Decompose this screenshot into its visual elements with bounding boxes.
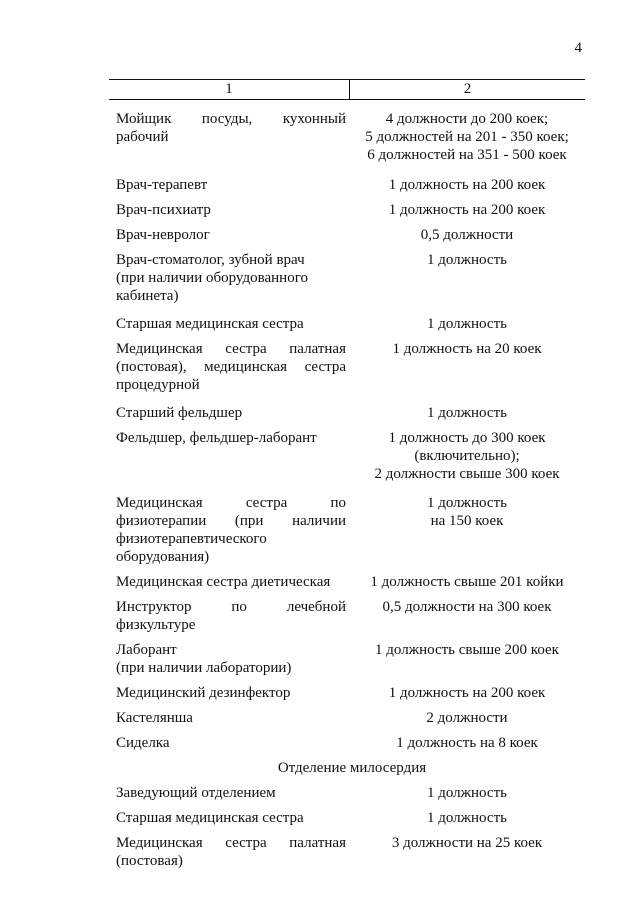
table-row — [116, 784, 588, 802]
position-title-line: Мойщик посуды, кухонный — [116, 111, 346, 127]
staffing-norm-line: 1 должность на 20 коек — [392, 341, 542, 357]
staffing-norm-line: 2 должности свыше 300 коек — [374, 466, 560, 482]
staffing-norm-line: 1 должность до 300 коек — [388, 430, 546, 446]
position-title — [116, 340, 346, 394]
staffing-norm — [346, 598, 588, 634]
position-title — [116, 494, 346, 566]
position-title — [116, 315, 346, 333]
staffing-norm-line: 1 должность на 200 коек — [388, 202, 546, 218]
position-title — [116, 784, 346, 802]
staffing-norm-line: 1 должность на 200 коек — [388, 177, 546, 193]
position-title — [116, 404, 346, 422]
position-title-line: (при наличии лаборатории) — [116, 660, 292, 676]
staffing-norm-line: 5 должностей на 201 - 350 коек; — [365, 129, 569, 145]
position-title-line: оборудования) — [116, 549, 210, 565]
position-title — [116, 429, 346, 483]
table-row — [116, 494, 588, 566]
staffing-norm-line: 1 должность — [427, 495, 507, 511]
staffing-norm-line: 0,5 должности на 300 коек — [382, 599, 552, 615]
table-row — [116, 340, 588, 394]
staffing-norm-line: 1 должность свыше 200 коек — [375, 642, 559, 658]
table-row — [116, 709, 588, 727]
staffing-norm — [346, 201, 588, 219]
position-title-line: Врач-стоматолог, зубной врач — [116, 252, 305, 268]
table-row — [116, 404, 588, 422]
staffing-norm — [346, 251, 588, 305]
staffing-norm-line: 4 должности до 200 коек; — [385, 111, 549, 127]
staffing-norm-line: 1 должность — [427, 252, 507, 268]
position-title — [116, 226, 346, 244]
staffing-norm-line: 1 должность на 200 коек — [388, 685, 546, 701]
staffing-norm — [346, 176, 588, 194]
staffing-norm — [346, 226, 588, 244]
staffing-norm-line: 1 должность — [427, 785, 507, 801]
staffing-norm — [346, 110, 588, 164]
column-header-1: 1 — [225, 81, 233, 97]
table-row — [116, 834, 588, 870]
position-title — [116, 709, 346, 727]
staffing-norm — [346, 809, 588, 827]
staffing-norm-line: 1 должность — [427, 316, 507, 332]
position-title-line: Лаборант — [116, 642, 177, 658]
table-header-bottom-rule — [109, 99, 585, 100]
position-title-line: (постовая) — [116, 853, 183, 869]
position-title — [116, 110, 346, 164]
table-row — [116, 809, 588, 827]
position-title — [116, 251, 346, 305]
staffing-norm — [346, 734, 588, 752]
position-title-line: физиотерапии (при наличии — [116, 513, 346, 529]
position-title — [116, 734, 346, 752]
position-title-line: Старшая медицинская сестра — [116, 316, 304, 332]
staffing-norm-line: 0,5 должности — [420, 227, 514, 243]
staffing-table — [116, 110, 588, 870]
staffing-norm — [346, 709, 588, 727]
staffing-norm — [346, 641, 588, 677]
table-row — [116, 734, 588, 752]
position-title-line: Медицинский дезинфектор — [116, 685, 291, 701]
position-title-line: Старшая медицинская сестра — [116, 810, 304, 826]
position-title-line: Врач-психиатр — [116, 202, 211, 218]
staffing-norm-line: 1 должность — [427, 405, 507, 421]
position-title-line: физиотерапевтического — [116, 531, 267, 547]
staffing-norm — [346, 404, 588, 422]
staffing-norm-line: (включительно); — [414, 448, 520, 464]
staffing-norm — [346, 315, 588, 333]
table-row — [116, 110, 588, 164]
staffing-norm-line: 3 должности на 25 коек — [391, 835, 543, 851]
staffing-norm — [346, 684, 588, 702]
position-title-line: кабинета) — [116, 288, 179, 304]
position-title-line: физкультуре — [116, 617, 196, 633]
position-title — [116, 834, 346, 870]
table-row — [116, 684, 588, 702]
staffing-norm — [346, 340, 588, 394]
position-title-line: Фельдшер, фельдшер-лаборант — [116, 430, 317, 446]
staffing-norm — [346, 573, 588, 591]
table-row — [116, 573, 588, 591]
staffing-norm-line: 1 должность на 8 коек — [396, 735, 538, 751]
position-title-line: Инструктор по лечебной — [116, 599, 346, 615]
position-title — [116, 684, 346, 702]
position-title-line: Медицинская сестра палатная — [116, 835, 346, 851]
staffing-norm — [346, 494, 588, 566]
position-title-line: Заведующий отделением — [116, 785, 276, 801]
position-title-line: Сиделка — [116, 735, 170, 751]
table-row — [116, 598, 588, 634]
table-row — [116, 201, 588, 219]
table-row — [116, 641, 588, 677]
table-row — [116, 315, 588, 333]
position-title — [116, 641, 346, 677]
staffing-norm-line: 1 должность свыше 201 койки — [370, 574, 564, 590]
position-title-line: Врач-терапевт — [116, 177, 208, 193]
position-title-line: Медицинская сестра диетическая — [116, 574, 331, 590]
position-title-line: Медицинская сестра палатная — [116, 341, 346, 357]
section-heading: Отделение милосердия — [277, 760, 427, 776]
position-title-line: процедурной — [116, 377, 200, 393]
table-row — [116, 429, 588, 483]
staffing-norm-line: 1 должность — [427, 810, 507, 826]
position-title — [116, 598, 346, 634]
staffing-norm — [346, 784, 588, 802]
position-title-line: (постовая), медицинская сестра — [116, 359, 346, 375]
position-title-line: рабочий — [116, 129, 169, 145]
position-title-line: Врач-невролог — [116, 227, 210, 243]
position-title — [116, 176, 346, 194]
position-title — [116, 201, 346, 219]
table-row — [116, 251, 588, 305]
position-title-line: Медицинская сестра по — [116, 495, 346, 511]
staffing-norm — [346, 429, 588, 483]
position-title-line: Кастелянша — [116, 710, 193, 726]
staffing-norm-line: на 150 коек — [430, 513, 504, 529]
position-title — [116, 573, 346, 591]
position-title — [116, 809, 346, 827]
column-header-2: 2 — [463, 81, 472, 97]
staffing-norm — [346, 834, 588, 870]
staffing-norm-line: 2 должности — [426, 710, 508, 726]
page-number: 4 — [574, 40, 582, 56]
table-row — [116, 176, 588, 194]
position-title-line: (при наличии оборудованного — [116, 270, 308, 286]
staffing-norm-line: 6 должностей на 351 - 500 коек — [367, 147, 567, 163]
table-row — [116, 226, 588, 244]
position-title-line: Старший фельдшер — [116, 405, 243, 421]
